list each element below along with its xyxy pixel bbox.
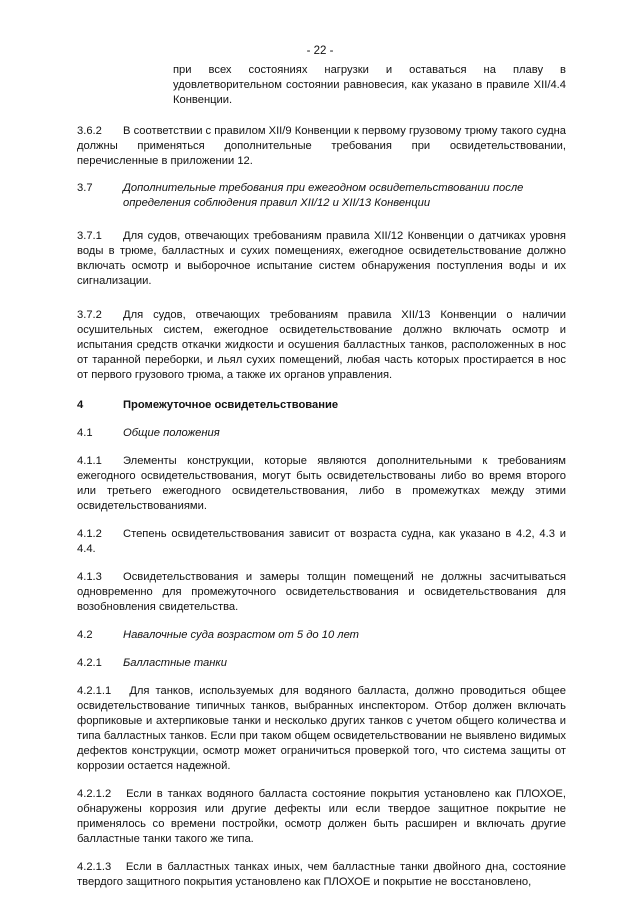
heading-4-2	[77, 628, 566, 643]
paragraph-text: В соответствии с правилом XII/9 Конвенции к первому грузовому трюму такого судна должны применяться дополнительные требования при освидетельствовании, перечисленные в приложении 12.	[77, 125, 567, 167]
paragraph-number: 3.7.1	[77, 230, 102, 242]
heading-4-1	[77, 426, 566, 441]
paragraph-4-2-1-2	[77, 787, 566, 847]
paragraph-number: 4.2.1.1	[77, 685, 112, 697]
paragraph-text: Если в балластных танках иных, чем балластные танки двойного дна, состояние твердого защитного покрытия установлено как ПЛОХОЕ и покрытие не восстановлено,	[77, 861, 566, 888]
heading-text: Навалочные суда возрастом от 5 до 10 лет	[123, 629, 359, 641]
continuation-text: при всех состояниях нагрузки и оставаться на плаву в удовлетворительном состоянии равновесия, как указано в правиле XII/4.4 Конвенции.	[173, 64, 566, 106]
paragraph-text: Степень освидетельствования зависит от возраста судна, как указано в 4.2, 4.3 и 4.4.	[77, 528, 566, 555]
heading-3-7	[77, 181, 566, 211]
paragraph-text: Для судов, отвечающих требованиям правила XII/12 Конвенции о датчиках уровня воды в трюме, балластных и сухих помещениях, ежегодное освидетельствование должно включать осмотр и выборочное испытание систем обнаружения поступления воды и их сигнализации.	[77, 230, 566, 287]
heading-number: 4.2	[77, 629, 93, 641]
heading-number: 3.7	[77, 182, 93, 194]
paragraph-3-7-1	[77, 229, 566, 289]
paragraph-3-6-2	[77, 124, 566, 169]
paragraph-text: Освидетельствования и замеры толщин помещений не должны засчитываться одновременно для промежуточного освидетельствования и освидетельствования для возобновления свидетельства.	[77, 571, 566, 613]
paragraph-number: 4.1.3	[77, 571, 102, 583]
heading-text: Общие положения	[123, 427, 220, 439]
document-body	[77, 63, 566, 890]
paragraph-4-1-3	[77, 570, 566, 615]
paragraph-number: 3.6.2	[77, 125, 102, 137]
heading-number: 4.1	[77, 427, 93, 439]
heading-number: 4.2.1	[77, 657, 102, 669]
paragraph-4-1-1	[77, 454, 566, 514]
paragraph-number: 4.2.1.3	[77, 861, 112, 873]
paragraph-text: Если в танках водяного балласта состояние покрытия установлено как ПЛОХОЕ, обнаружены коррозия или другие дефекты или если твердое защитное покрытие не применялось со времени постройки, осмотр должен быть расширен и включать другие балластные танки такого же типа.	[77, 788, 566, 845]
paragraph-number: 4.1.1	[77, 455, 102, 467]
paragraph-text: Для танков, используемых для водяного балласта, должно проводиться общее освидетельствование типичных танков, выбранных инспектором. Отбор должен включать форпиковые и ахтерпиковые танки и несколько других танков с учетом общего количества и типа балластных танков. Если при таком общем освидетельствовании не выявлено видимых дефектов конструкции, осмотр может ограничиться проверкой того, что система защиты от коррозии остается надежной.	[77, 685, 566, 772]
paragraph-number: 4.2.1.2	[77, 788, 112, 800]
paragraph-4-2-1-3	[77, 860, 566, 890]
heading-text: Промежуточное освидетельствование	[123, 399, 339, 411]
paragraph-4-2-1-1	[77, 684, 566, 774]
heading-4	[77, 398, 566, 413]
heading-text: Дополнительные требования при ежегодном освидетельствовании после определения соблюдения правил XII/12 и XII/13 Конвенции	[123, 182, 524, 209]
paragraph-text: Элементы конструкции, которые являются дополнительными к требованиям ежегодного освидетельствования, могут быть освидетельствованы либо во время второго или третьего ежегодного освидетельствования, либо в промежутках между этими освидетельствованиями.	[77, 455, 566, 512]
paragraph-number: 4.1.2	[77, 528, 102, 540]
heading-text: Балластные танки	[123, 657, 227, 669]
paragraph-number: 3.7.2	[77, 309, 102, 321]
paragraph-3-7-2	[77, 308, 566, 383]
heading-number: 4	[77, 399, 84, 411]
paragraph-text: Для судов, отвечающих требованиям правила XII/13 Конвенции о наличии осушительных систем, ежегодное освидетельствование должно включать осмотр и испытания средств откачки жидкости и осушения балластных танков, расположенных в нос от таранной переборки, и льял сухих помещений, любая часть которых простирается в нос от первого грузового трюма, а также их органов управления.	[77, 309, 566, 381]
paragraph-4-1-2	[77, 527, 566, 557]
page-number: - 22 -	[306, 45, 334, 57]
heading-4-2-1	[77, 656, 566, 671]
